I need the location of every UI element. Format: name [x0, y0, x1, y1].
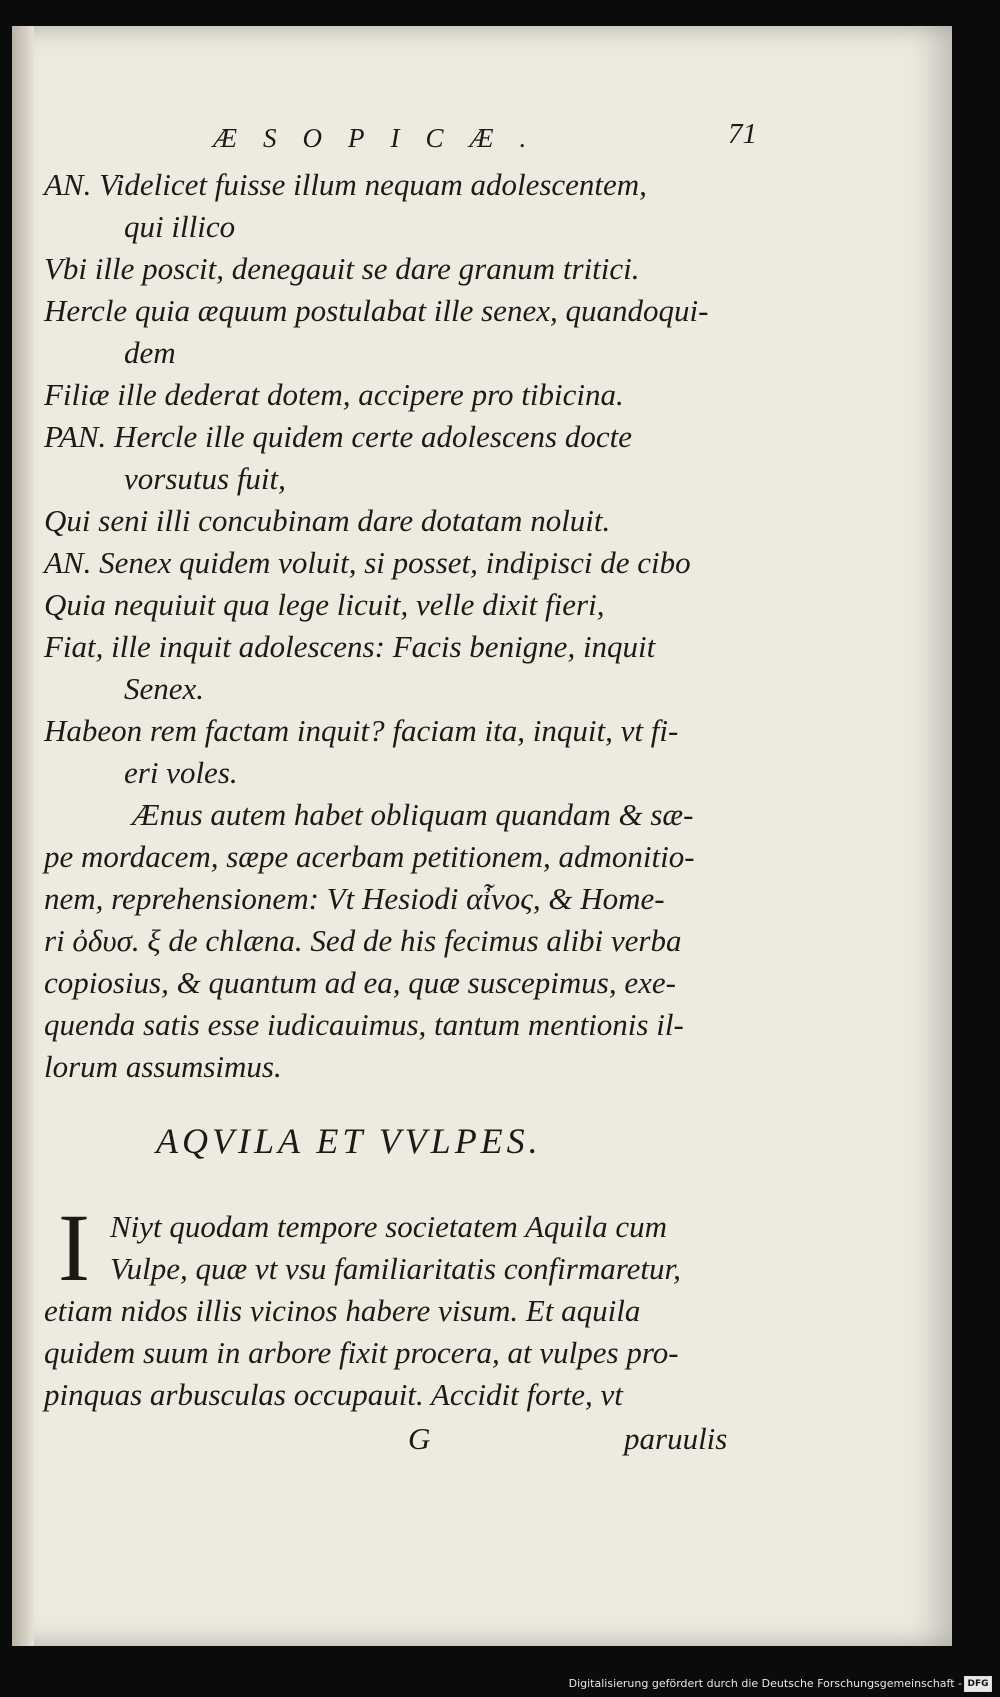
- text-line: Hercle quia æquum postulabat ille senex, quandoqui-: [44, 293, 709, 328]
- running-header: ÆSOPICÆ.: [213, 123, 553, 153]
- funding-credit: Digitalisierung gefördert durch die Deutsche Forschungsgemeinschaft -: [568, 1677, 962, 1690]
- text-line: Filiæ ille dederat dotem, accipere pro tibicina.: [44, 377, 624, 412]
- text-line: pinquas arbusculas occupauit. Accidit forte, vt: [44, 1377, 623, 1412]
- text-line: copiosius, & quantum ad ea, quæ suscepimus, exe-: [44, 965, 676, 1000]
- text-line: quenda satis esse iudicauimus, tantum mentionis il-: [44, 1007, 684, 1042]
- text-line: vorsutus fuit,: [124, 461, 286, 496]
- page-number: 71: [728, 118, 757, 150]
- text-line: eri voles.: [124, 755, 238, 790]
- page-gutter: [12, 26, 34, 1646]
- text-line: qui illico: [124, 209, 236, 244]
- text-line: pe mordacem, sæpe acerbam petitionem, admonitio-: [44, 839, 695, 874]
- text-line: Vulpe, quæ vt vsu familiaritatis confirmaretur,: [110, 1251, 681, 1286]
- text-line: Qui seni illi concubinam dare dotatam noluit.: [44, 503, 611, 538]
- text-line: lorum assumsimus.: [44, 1049, 282, 1084]
- text-line: nem, reprehensionem: Vt Hesiodi αἶνος, & Home-: [44, 881, 665, 916]
- text-line: Quia nequiuit qua lege licuit, velle dixit fieri,: [44, 587, 605, 622]
- book-page: [12, 26, 952, 1646]
- text-line: ri ὀδυσ. ξ de chlæna. Sed de his fecimus alibi verba: [44, 923, 682, 958]
- section-title: AQVILA ET VVLPES.: [156, 1121, 542, 1161]
- text-line: Vbi ille poscit, denegauit se dare granum tritici.: [44, 251, 640, 286]
- text-line: AN. Senex quidem voluit, si posset, indipisci de cibo: [44, 545, 691, 580]
- text-line: Fiat, ille inquit adolescens: Facis benigne, inquit: [44, 629, 656, 664]
- text-line: etiam nidos illis vicinos habere visum. Et aquila: [44, 1293, 641, 1328]
- signature-mark: G: [408, 1421, 431, 1456]
- text-line: Niyt quodam tempore societatem Aquila cum: [110, 1209, 668, 1244]
- dfg-logo[interactable]: DFG: [964, 1676, 992, 1692]
- text-line: PAN. Hercle ille quidem certe adolescens docte: [44, 419, 632, 454]
- catchword: paruulis: [624, 1421, 728, 1456]
- text-line: Ænus autem habet obliquam quandam & sæ-: [132, 797, 694, 832]
- text-line: dem: [124, 335, 176, 370]
- text-line: quidem suum in arbore fixit procera, at vulpes pro-: [44, 1335, 679, 1370]
- drop-capital: I: [58, 1194, 90, 1301]
- text-line: Senex.: [124, 671, 205, 706]
- text-line: AN. Videlicet fuisse illum nequam adolescentem,: [44, 167, 647, 202]
- text-line: Habeon rem factam inquit? faciam ita, inquit, vt fi-: [44, 713, 679, 748]
